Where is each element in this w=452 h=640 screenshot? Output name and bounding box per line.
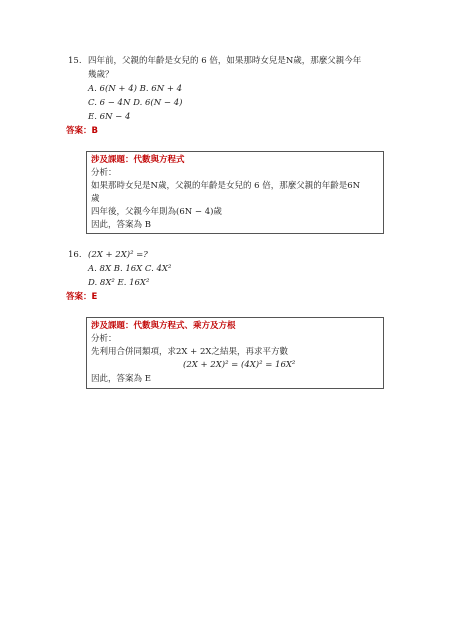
q15-number: 15. [68, 56, 82, 66]
q15-topic: 涉及課題：代數與方程式 [91, 155, 185, 165]
q15-options-row1: A. 6(N + 4) B. 6N + 4 [88, 84, 183, 94]
q15-analysis-conclusion: 因此，答案為 B [91, 220, 151, 230]
q15-analysis-line3: 歲 [91, 194, 100, 204]
q16-answer-value: E [91, 292, 98, 302]
q16-answer [66, 292, 97, 303]
q16-analysis-label: 分析： [91, 334, 117, 344]
q15-stem-line1: 四年前，父親的年齡是女兒的 6 倍，如果那時女兒是N歲，那麼父親今年 [88, 56, 362, 66]
q16-equation: (2X + 2X)² = (4X)² = 16X² [183, 360, 296, 370]
q15-options-row3: E. 6N − 4 [88, 112, 131, 122]
q16-analysis-conclusion: 因此，答案為 E [91, 374, 151, 384]
q15-answer-label: 答案： [66, 126, 92, 136]
q16-stem: (2X + 2X)² =? [88, 250, 148, 260]
q16-options-row1: A. 8X B. 16X C. 4X² [88, 264, 172, 274]
q15-analysis-box [86, 151, 384, 234]
q15-analysis-line2: 如果那時女兒是N歲，父親的年齡是女兒的 6 倍，那麼父親的年齡是6N [91, 181, 361, 191]
q16-analysis-box [86, 317, 384, 389]
q15-analysis-line4: 四年後，父親今年則為(6N − 4)歲 [91, 207, 222, 217]
q15-stem-line2: 幾歲？ [88, 70, 114, 80]
q15-answer [66, 126, 98, 137]
q16-number: 16. [68, 250, 82, 260]
q15-options-row2: C. 6 − 4N D. 6(N − 4) [88, 98, 183, 108]
q15-analysis-label: 分析： [91, 168, 117, 178]
q16-options-row2: D. 8X² E. 16X² [88, 278, 150, 288]
q15-answer-value: B [91, 126, 98, 136]
q16-topic: 涉及課題：代數與方程式、乘方及方根 [91, 321, 236, 331]
q16-analysis-line2: 先利用合併同類項，求2X + 2X之結果，再求平方數 [91, 347, 288, 357]
q16-answer-label: 答案： [66, 292, 92, 302]
